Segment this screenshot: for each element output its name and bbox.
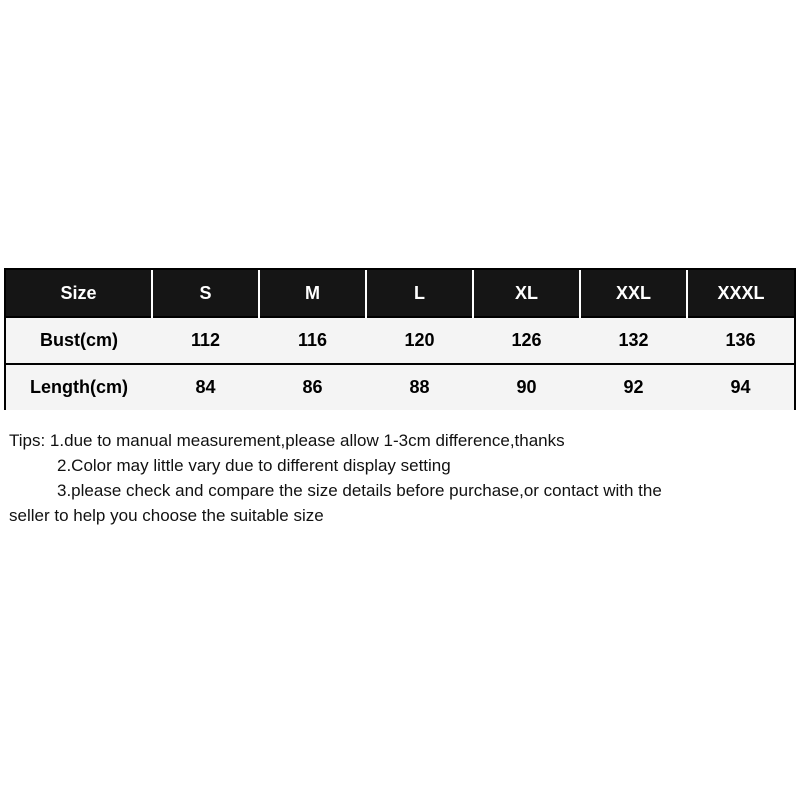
size-header-cell: XL xyxy=(473,270,580,317)
bust-value: 112 xyxy=(152,317,259,364)
length-row xyxy=(6,364,794,410)
tip-line-3: 3.please check and compare the size details before purchase,or contact with the xyxy=(57,481,662,500)
size-header-cell: M xyxy=(259,270,366,317)
tip-line-4: seller to help you choose the suitable size xyxy=(9,506,324,525)
bust-value: 136 xyxy=(687,317,794,364)
length-row-label: Length(cm) xyxy=(6,364,152,410)
length-value: 84 xyxy=(152,364,259,410)
length-value: 94 xyxy=(687,364,794,410)
length-value: 92 xyxy=(580,364,687,410)
bust-row xyxy=(6,317,794,364)
size-chart-grid xyxy=(6,270,794,410)
length-value: 88 xyxy=(366,364,473,410)
size-header-cell: S xyxy=(152,270,259,317)
length-value: 86 xyxy=(259,364,366,410)
tip-line-1: Tips: 1.due to manual measurement,please allow 1-3cm difference,thanks xyxy=(9,431,565,450)
bust-row-label: Bust(cm) xyxy=(6,317,152,364)
bust-value: 120 xyxy=(366,317,473,364)
size-chart-table xyxy=(4,268,796,410)
length-value: 90 xyxy=(473,364,580,410)
bust-value: 116 xyxy=(259,317,366,364)
tip-line-2: 2.Color may little vary due to different display setting xyxy=(57,456,451,475)
bust-value: 132 xyxy=(580,317,687,364)
size-header-cell: XXXL xyxy=(687,270,794,317)
size-tips xyxy=(9,428,791,528)
bust-value: 126 xyxy=(473,317,580,364)
size-header-row xyxy=(6,270,794,317)
size-header-cell: L xyxy=(366,270,473,317)
size-header-cell: XXL xyxy=(580,270,687,317)
size-header-label: Size xyxy=(6,270,152,317)
